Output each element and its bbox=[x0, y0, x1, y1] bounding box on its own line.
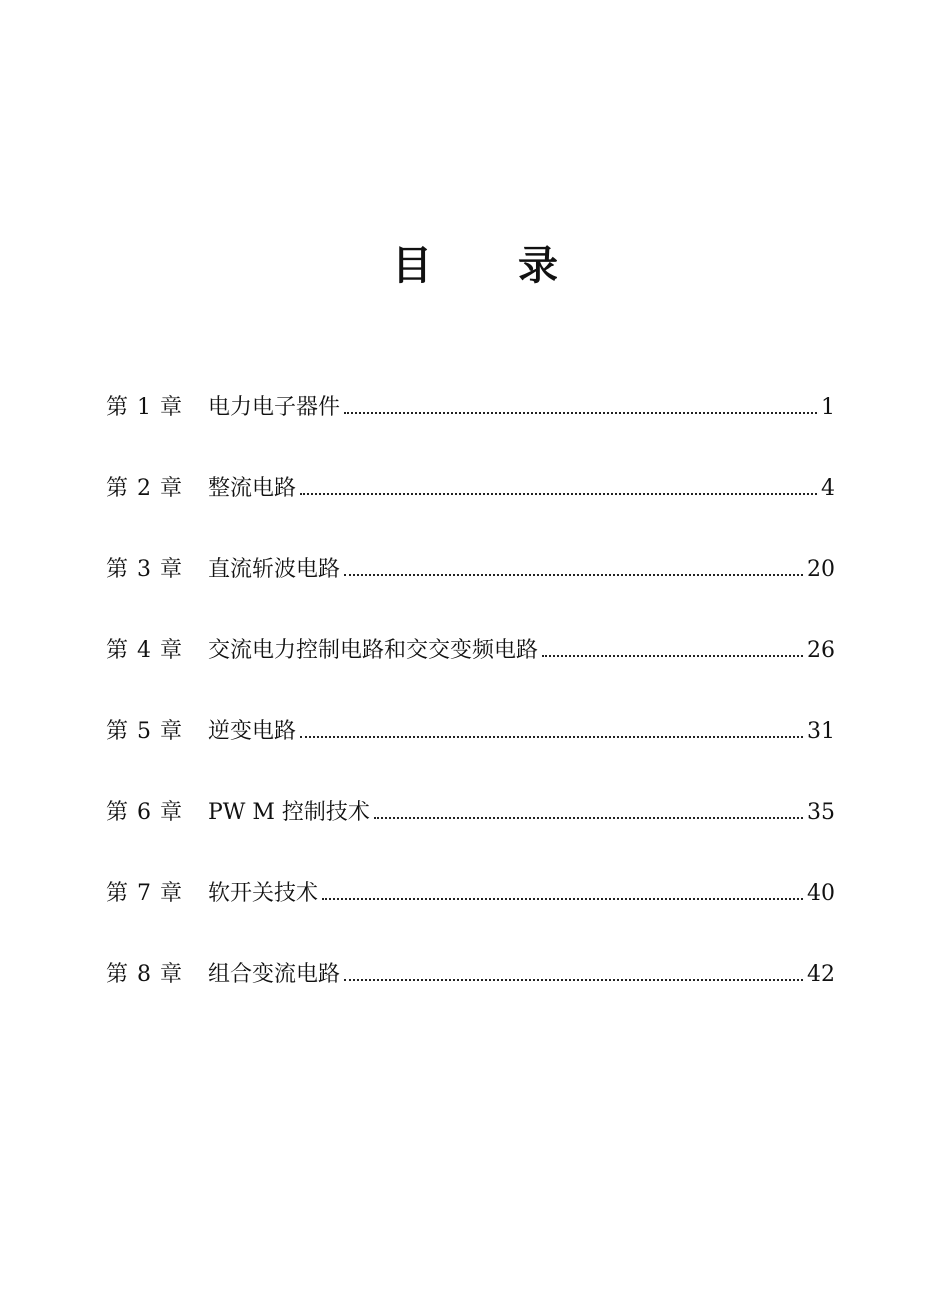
page-number: 35 bbox=[807, 800, 835, 825]
dot-leader bbox=[374, 817, 803, 819]
chapter-title: 交流电力控制电路和交交变频电路 bbox=[208, 638, 539, 663]
chapter-title: 组合变流电路 bbox=[208, 962, 341, 987]
page-number: 1 bbox=[821, 395, 835, 420]
chapter-title: PW M 控制技术 bbox=[208, 800, 370, 825]
toc-entry-4[interactable] bbox=[106, 631, 835, 712]
chapter-number: 第 1 章 bbox=[106, 395, 183, 420]
chapter-title: 逆变电路 bbox=[208, 719, 297, 744]
dot-leader bbox=[542, 655, 803, 657]
chapter-number: 第 2 章 bbox=[106, 476, 183, 501]
chapter-number: 第 6 章 bbox=[106, 800, 183, 825]
toc-entry-7[interactable] bbox=[106, 874, 835, 955]
toc-entry-5[interactable] bbox=[106, 712, 835, 793]
dot-leader bbox=[344, 412, 817, 414]
chapter-title: 直流斩波电路 bbox=[208, 557, 341, 582]
chapter-number: 第 7 章 bbox=[106, 881, 183, 906]
chapter-number: 第 4 章 bbox=[106, 638, 183, 663]
chapter-number: 第 3 章 bbox=[106, 557, 183, 582]
page-number: 40 bbox=[807, 881, 835, 906]
chapter-title: 软开关技术 bbox=[208, 881, 319, 906]
page-title: 目 录 bbox=[392, 243, 594, 289]
page-number: 42 bbox=[807, 962, 835, 987]
toc-entry-2[interactable] bbox=[106, 469, 835, 550]
chapter-number: 第 8 章 bbox=[106, 962, 183, 987]
dot-leader bbox=[344, 574, 803, 576]
table-of-contents bbox=[106, 388, 835, 1036]
page-number: 20 bbox=[807, 557, 835, 582]
page-number: 31 bbox=[807, 719, 835, 744]
chapter-title: 整流电路 bbox=[208, 476, 297, 501]
toc-entry-8[interactable] bbox=[106, 955, 835, 1036]
page-number: 26 bbox=[807, 638, 835, 663]
dot-leader bbox=[300, 736, 803, 738]
dot-leader bbox=[344, 979, 803, 981]
toc-entry-1[interactable] bbox=[106, 388, 835, 469]
page-number: 4 bbox=[821, 476, 835, 501]
chapter-title: 电力电子器件 bbox=[208, 395, 341, 420]
dot-leader bbox=[322, 898, 803, 900]
chapter-number: 第 5 章 bbox=[106, 719, 183, 744]
toc-entry-3[interactable] bbox=[106, 550, 835, 631]
dot-leader bbox=[300, 493, 817, 495]
toc-entry-6[interactable] bbox=[106, 793, 835, 874]
